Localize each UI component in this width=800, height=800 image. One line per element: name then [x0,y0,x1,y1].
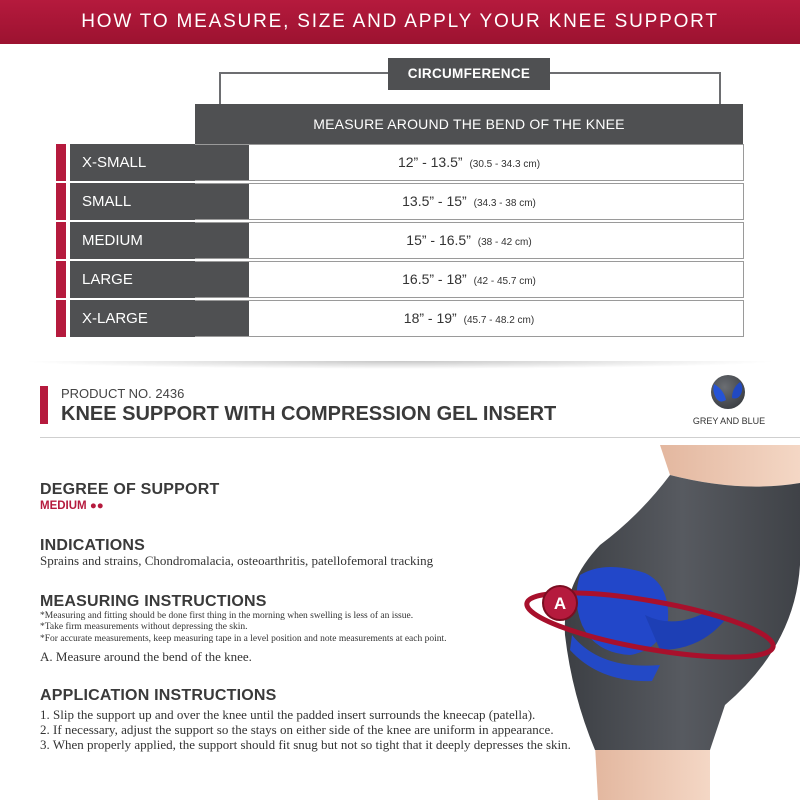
size-row-xsmall [56,144,744,183]
product-accent-bar [40,386,48,424]
range-cm: (30.5 - 34.3 cm) [469,159,541,170]
application-title: APPLICATION INSTRUCTIONS [40,687,277,704]
measure-header: MEASURE AROUND THE BEND OF THE KNEE [195,104,743,144]
size-range [195,222,744,259]
divider-line [40,437,800,438]
measuring-step: A. Measure around the bend of the knee. [40,649,252,664]
range-inches: 12” - 13.5” [397,154,463,170]
size-row-large [56,261,744,300]
application-step: 2. If necessary, adjust the support so the stays on either side of the knee are uniform in appearance. [40,722,554,737]
measuring-note: *Measuring and fitting should be done first thing in the morning when swelling is less of an issue. [40,611,414,621]
color-swatch-icon [710,374,746,410]
product-number: PRODUCT NO. 2436 [61,386,185,401]
row-accent [56,261,66,298]
product-name: KNEE SUPPORT WITH COMPRESSION GEL INSERT [61,403,557,425]
size-label: MEDIUM [70,222,249,259]
application-step: 3. When properly applied, the support should fit snug but not so tight that it deeply depresses the skin. [40,737,571,752]
range-cm: (45.7 - 48.2 cm) [463,315,535,326]
row-accent [56,222,66,259]
application-step: 1. Slip the support up and over the knee until the padded insert surrounds the kneecap (patella). [40,707,536,722]
measuring-title: MEASURING INSTRUCTIONS [40,593,267,610]
page-title: HOW TO MEASURE, SIZE AND APPLY YOUR KNEE SUPPORT [81,11,719,32]
size-range [195,300,744,337]
size-label: SMALL [70,183,249,220]
size-row-small [56,183,744,222]
range-cm: (38 - 42 cm) [477,237,532,248]
size-range [195,261,744,298]
range-cm: (34.3 - 38 cm) [473,198,536,209]
row-accent [56,300,66,337]
range-inches: 15” - 16.5” [406,232,471,248]
size-row-xlarge [56,300,744,339]
range-inches: 13.5” - 15” [402,193,467,209]
size-label: X-LARGE [70,300,249,337]
range-inches: 16.5” - 18” [402,271,467,287]
marker-a-label: A [553,594,567,613]
range-inches: 18” - 19” [403,310,457,326]
support-level: MEDIUM ●● [40,500,104,512]
color-label: GREY AND BLUE [692,416,766,426]
size-row-medium [56,222,744,261]
measuring-note: *Take firm measurements without depressing the skin. [40,622,248,632]
circumference-label: CIRCUMFERENCE [388,58,550,90]
size-label: LARGE [70,261,249,298]
support-title: DEGREE OF SUPPORT [40,481,220,498]
row-accent [56,183,66,220]
range-cm: (42 - 45.7 cm) [473,276,536,287]
row-accent [56,144,66,181]
knee-support-image [510,445,800,800]
indications-title: INDICATIONS [40,537,146,554]
indications-text: Sprains and strains, Chondromalacia, osteoarthritis, patellofemoral tracking [40,553,434,568]
size-table [56,144,744,339]
size-label: X-SMALL [70,144,249,181]
size-range [195,144,744,181]
measuring-note: *For accurate measurements, keep measuring tape in a level position and note measurements at each point. [40,634,447,644]
size-range [195,183,744,220]
section-divider [20,361,780,369]
